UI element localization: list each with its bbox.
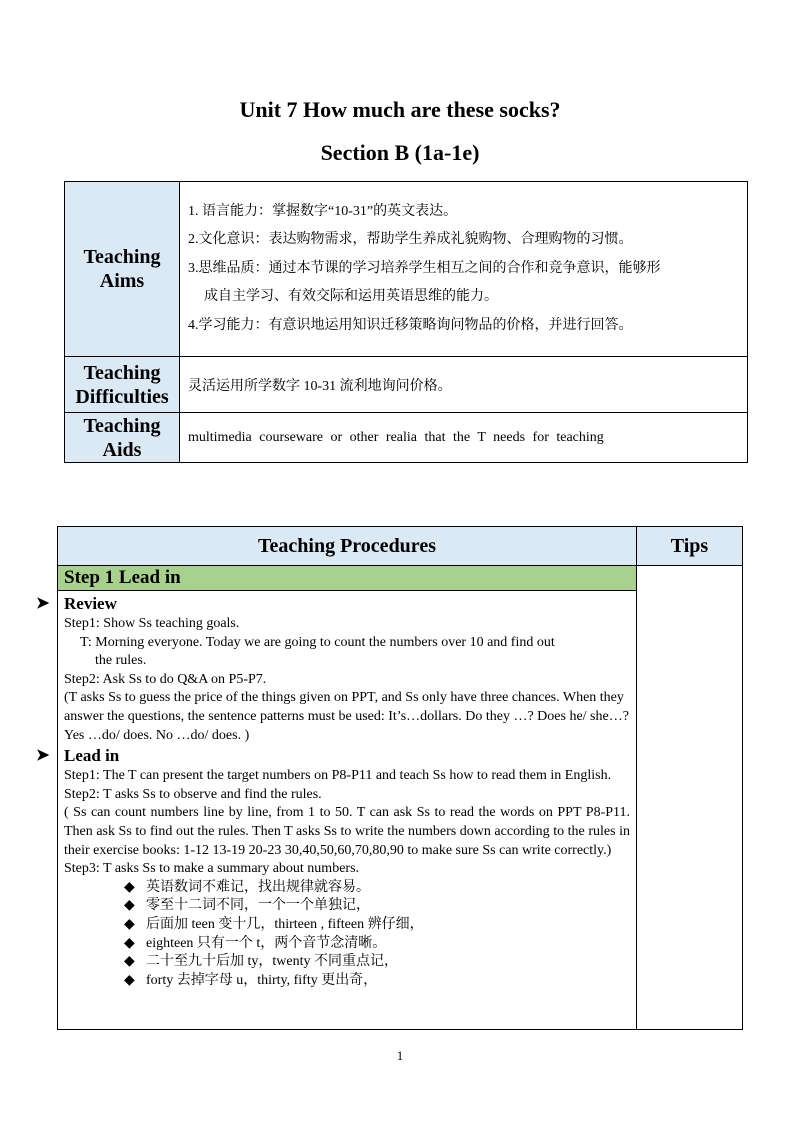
lead-in-heading-text: Lead in bbox=[64, 746, 120, 766]
step1-heading: Step 1 Lead in bbox=[58, 566, 637, 591]
diamond-bullet-icon: ◆ bbox=[124, 898, 135, 914]
review-line: Step1: Show Ss teaching goals. bbox=[64, 616, 240, 631]
rhyme-item bbox=[64, 972, 630, 991]
rhyme-item bbox=[64, 916, 630, 935]
rhyme-item bbox=[64, 879, 630, 898]
teaching-difficulties-content: 灵活运用所学数字 10-31 流利地询问价格。 bbox=[180, 357, 748, 413]
aim-item: 1. 语言能力：掌握数字“10-31”的英文表达。 bbox=[188, 203, 458, 219]
teaching-aids-label: Teaching Aids bbox=[65, 413, 180, 463]
section-title: Section B (1a-1e) bbox=[320, 140, 480, 165]
arrow-bullet-icon: ➤ bbox=[36, 747, 50, 765]
procedures-header: Teaching Procedures bbox=[58, 527, 637, 566]
lead-in-line: Step3: T asks Ss to make a summary about numbers. bbox=[64, 861, 360, 877]
diamond-bullet-icon: ◆ bbox=[124, 879, 135, 895]
teaching-aims-table bbox=[64, 181, 748, 463]
rhyme-text: 英语数词不难记，找出规律就容易。 bbox=[146, 879, 370, 895]
diamond-bullet-icon: ◆ bbox=[124, 935, 135, 951]
review-line: Step2: Ask Ss to do Q&A on P5-P7. bbox=[64, 671, 267, 687]
review-line: the rules. bbox=[95, 653, 147, 669]
rhyme-text: forty 去掉字母 u，thirty, fifty 更出奇， bbox=[146, 972, 378, 988]
diamond-bullet-icon: ◆ bbox=[124, 916, 135, 932]
document-title: Unit 7 How much are these socks? bbox=[239, 97, 561, 122]
rhyme-text: 后面加 teen 变十几，thirteen , fifteen 辨仔细， bbox=[146, 916, 424, 932]
tips-cell bbox=[637, 566, 743, 1030]
teaching-procedures-table bbox=[36, 526, 743, 1030]
lead-in-line: Step1: The T can present the target numbers on P8-P11 and teach Ss how to read them in English. bbox=[64, 768, 612, 784]
lead-in-line: ( Ss can count numbers line by line, from 1 to 50. T can ask Ss to read the words on PPT P8-P11. Then ask Ss to find out the rules. Then T asks Ss to write the numbers down according to the rules in their exercise books: 1-12 13-19 20-23 30,40,50,60,70,80,90 to make sure Ss can write correctly.) bbox=[64, 805, 630, 858]
aim-item: 2.文化意识：表达购物需求，帮助学生养成礼貌购物、合理购物的习惯。 bbox=[188, 232, 633, 248]
rhyme-text: eighteen 只有一个 t，两个音节念清晰。 bbox=[146, 935, 387, 951]
review-heading bbox=[36, 593, 630, 615]
rhyme-text: 零至十二词不同，一个一个单独记， bbox=[146, 898, 370, 914]
teaching-aims-content bbox=[180, 182, 748, 357]
tips-header: Tips bbox=[637, 527, 743, 566]
page-number: 1 bbox=[396, 1048, 404, 1063]
lead-in-line: Step2: T asks Ss to observe and find the rules. bbox=[64, 786, 322, 802]
teaching-aids-content: multimedia courseware or other realia that the T needs for teaching bbox=[180, 413, 748, 463]
rhyme-item bbox=[64, 935, 630, 954]
teaching-difficulties-label: Teaching Difficulties bbox=[65, 357, 180, 413]
rhyme-text: 二十至九十后加 ty，twenty 不同重点记， bbox=[146, 954, 398, 970]
review-heading-text: Review bbox=[64, 594, 117, 613]
lead-in-heading bbox=[36, 745, 630, 767]
teaching-aims-label: Teaching Aims bbox=[65, 182, 180, 357]
diamond-bullet-icon: ◆ bbox=[124, 972, 135, 988]
arrow-bullet-icon: ➤ bbox=[36, 595, 50, 612]
diamond-bullet-icon: ◆ bbox=[124, 954, 135, 970]
review-line: T: Morning everyone. Today we are going to count the numbers over 10 and find out bbox=[80, 634, 555, 650]
review-line: (T asks Ss to guess the price of the things given on PPT, and Ss only have three chances. When they answer the questions, the sentence patterns must be used: It’s…dollars. Do they …? Does he/ she…? Yes …do/ does. No …do/ does. ) bbox=[64, 690, 629, 743]
aim-item: 4.学习能力：有意识地运用知识迁移策略询问物品的价格，并进行回答。 bbox=[188, 317, 633, 333]
aim-item: 成自主学习、有效交际和运用英语思维的能力。 bbox=[204, 289, 498, 305]
rhyme-item bbox=[64, 897, 630, 916]
aim-item: 3.思维品质：通过本节课的学习培养学生相互之间的合作和竞争意识，能够形 bbox=[188, 260, 661, 276]
step1-body bbox=[36, 591, 637, 1030]
rhyme-item bbox=[64, 953, 630, 972]
